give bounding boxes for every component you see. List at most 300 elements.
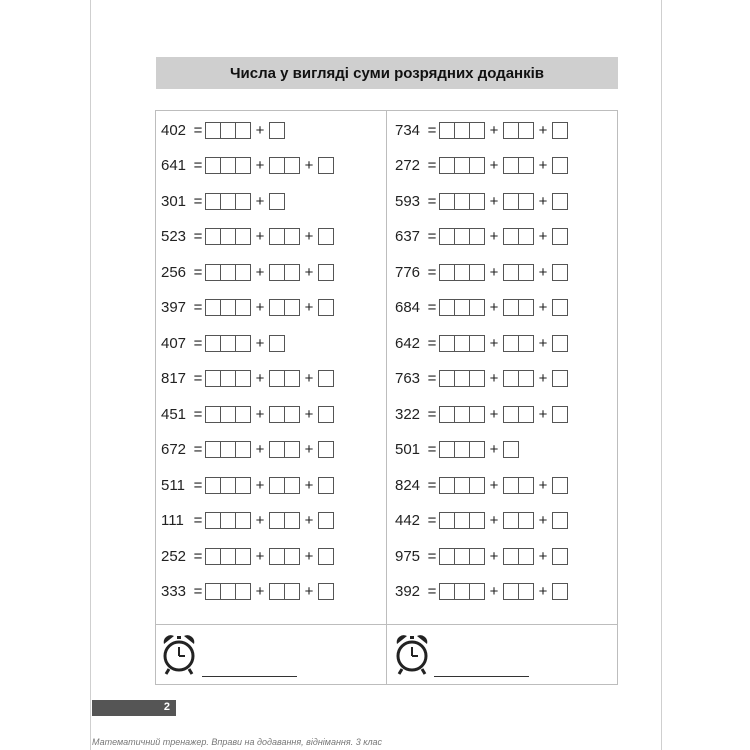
digit-answer-box[interactable]	[269, 441, 285, 458]
digit-answer-box[interactable]	[220, 477, 236, 494]
plus-sign: +	[538, 121, 548, 139]
digit-answer-box[interactable]	[439, 193, 455, 210]
digit-answer-box[interactable]	[439, 583, 455, 600]
exercise-number: 684	[395, 299, 421, 316]
exercise-number: 672	[161, 441, 187, 458]
digit-answer-box[interactable]	[552, 512, 568, 529]
equals-sign: =	[427, 228, 437, 245]
plus-sign: +	[538, 370, 548, 387]
digit-answer-box[interactable]	[552, 122, 568, 139]
digit-answer-box[interactable]	[235, 512, 251, 529]
plus-sign: +	[489, 370, 499, 387]
digit-answer-box[interactable]	[235, 370, 251, 387]
plus-sign: +	[538, 157, 548, 174]
equals-sign: =	[193, 121, 203, 139]
digit-answer-box[interactable]	[235, 441, 251, 458]
digit-answer-box[interactable]	[318, 299, 334, 316]
exercise-number: 817	[161, 370, 187, 387]
digit-answer-box[interactable]	[454, 122, 470, 139]
exercise-row	[161, 298, 334, 318]
exercise-number: 776	[395, 263, 421, 281]
digit-answer-box[interactable]	[284, 157, 300, 174]
exercise-row	[395, 475, 568, 495]
exercise-row	[161, 156, 334, 176]
digit-answer-box[interactable]	[469, 548, 485, 565]
plus-sign: +	[489, 476, 499, 494]
exercise-number: 301	[161, 192, 187, 210]
digit-answer-box[interactable]	[552, 370, 568, 387]
digit-answer-box[interactable]	[284, 583, 300, 600]
digit-answer-box[interactable]	[220, 370, 236, 387]
digit-answer-box[interactable]	[518, 512, 534, 529]
plus-sign: +	[304, 405, 314, 423]
exercise-row	[395, 440, 519, 460]
digit-answer-box[interactable]	[552, 335, 568, 352]
digit-answer-box[interactable]	[205, 370, 221, 387]
equals-sign: =	[427, 157, 437, 174]
equals-sign: =	[193, 263, 203, 281]
digit-answer-box[interactable]	[269, 370, 285, 387]
digit-answer-box[interactable]	[284, 264, 300, 281]
digit-answer-box[interactable]	[454, 512, 470, 529]
digit-answer-box[interactable]	[518, 477, 534, 494]
plus-sign: +	[489, 583, 499, 600]
equals-sign: =	[193, 192, 203, 210]
digit-answer-box[interactable]	[469, 477, 485, 494]
digit-answer-box[interactable]	[439, 406, 455, 423]
equals-sign: =	[427, 512, 437, 529]
plus-sign: +	[489, 192, 499, 210]
digit-answer-box[interactable]	[469, 157, 485, 174]
digit-answer-box[interactable]	[269, 122, 285, 139]
exercise-row	[395, 511, 568, 531]
plus-sign: +	[489, 263, 499, 281]
plus-sign: +	[538, 476, 548, 494]
digit-answer-box[interactable]	[552, 228, 568, 245]
plus-sign: +	[538, 192, 548, 210]
digit-answer-box[interactable]	[220, 193, 236, 210]
digit-answer-box[interactable]	[220, 441, 236, 458]
digit-answer-box[interactable]	[439, 335, 455, 352]
plus-sign: +	[255, 334, 265, 352]
plus-sign: +	[255, 192, 265, 210]
digit-answer-box[interactable]	[469, 299, 485, 316]
digit-answer-box[interactable]	[269, 406, 285, 423]
digit-answer-box[interactable]	[518, 264, 534, 281]
exercise-number: 442	[395, 512, 421, 529]
exercise-row	[161, 475, 334, 495]
exercise-number: 523	[161, 228, 187, 245]
plus-sign: +	[304, 476, 314, 494]
digit-answer-box[interactable]	[439, 299, 455, 316]
exercise-row	[161, 404, 334, 424]
plus-sign: +	[538, 512, 548, 529]
digit-answer-box[interactable]	[235, 548, 251, 565]
plus-sign: +	[255, 583, 265, 600]
digit-answer-box[interactable]	[205, 441, 221, 458]
digit-answer-box[interactable]	[503, 193, 519, 210]
plus-sign: +	[255, 547, 265, 565]
plus-sign: +	[255, 263, 265, 281]
digit-answer-box[interactable]	[454, 477, 470, 494]
digit-answer-box[interactable]	[439, 441, 455, 458]
digit-answer-box[interactable]	[269, 583, 285, 600]
digit-answer-box[interactable]	[503, 228, 519, 245]
digit-answer-box[interactable]	[469, 406, 485, 423]
digit-answer-box[interactable]	[518, 370, 534, 387]
digit-answer-box[interactable]	[220, 512, 236, 529]
digit-answer-box[interactable]	[318, 406, 334, 423]
digit-answer-box[interactable]	[518, 335, 534, 352]
digit-answer-box[interactable]	[269, 335, 285, 352]
digit-answer-box[interactable]	[469, 264, 485, 281]
exercise-number: 734	[395, 121, 421, 139]
equals-sign: =	[193, 583, 203, 600]
plus-sign: +	[538, 405, 548, 423]
digit-answer-box[interactable]	[269, 264, 285, 281]
plus-sign: +	[304, 299, 314, 316]
digit-answer-box[interactable]	[284, 299, 300, 316]
equals-sign: =	[193, 405, 203, 423]
digit-answer-box[interactable]	[205, 122, 221, 139]
timer-section-divider	[155, 624, 618, 625]
digit-answer-box[interactable]	[454, 157, 470, 174]
exercise-row	[395, 227, 568, 247]
exercise-number: 397	[161, 299, 187, 316]
digit-answer-box[interactable]	[220, 264, 236, 281]
digit-answer-box[interactable]	[269, 157, 285, 174]
plus-sign: +	[304, 157, 314, 174]
digit-answer-box[interactable]	[454, 406, 470, 423]
digit-answer-box[interactable]	[503, 477, 519, 494]
digit-answer-box[interactable]	[269, 299, 285, 316]
equals-sign: =	[427, 441, 437, 458]
equals-sign: =	[427, 370, 437, 387]
exercise-number: 641	[161, 157, 187, 174]
digit-answer-box[interactable]	[469, 583, 485, 600]
equals-sign: =	[193, 157, 203, 174]
digit-answer-box[interactable]	[318, 477, 334, 494]
digit-answer-box[interactable]	[235, 228, 251, 245]
digit-answer-box[interactable]	[205, 157, 221, 174]
plus-sign: +	[538, 263, 548, 281]
plus-sign: +	[489, 228, 499, 245]
exercise-row	[395, 262, 568, 282]
digit-answer-box[interactable]	[503, 122, 519, 139]
title-banner	[156, 57, 618, 89]
digit-answer-box[interactable]	[269, 512, 285, 529]
exercise-row	[395, 191, 568, 211]
plus-sign: +	[255, 512, 265, 529]
digit-answer-box[interactable]	[454, 441, 470, 458]
exercise-row	[395, 333, 568, 353]
digit-answer-box[interactable]	[284, 228, 300, 245]
time-answer-line-right[interactable]	[434, 676, 529, 677]
plus-sign: +	[304, 263, 314, 281]
digit-answer-box[interactable]	[552, 193, 568, 210]
digit-answer-box[interactable]	[220, 583, 236, 600]
digit-answer-box[interactable]	[454, 228, 470, 245]
plus-sign: +	[255, 299, 265, 316]
plus-sign: +	[489, 121, 499, 139]
digit-answer-box[interactable]	[235, 477, 251, 494]
digit-answer-box[interactable]	[235, 193, 251, 210]
digit-answer-box[interactable]	[552, 406, 568, 423]
equals-sign: =	[427, 192, 437, 210]
exercise-number: 252	[161, 547, 187, 565]
digit-answer-box[interactable]	[284, 406, 300, 423]
digit-answer-box[interactable]	[284, 512, 300, 529]
exercise-number: 272	[395, 157, 421, 174]
digit-answer-box[interactable]	[552, 548, 568, 565]
digit-answer-box[interactable]	[318, 157, 334, 174]
exercise-number: 451	[161, 405, 187, 423]
equals-sign: =	[427, 476, 437, 494]
digit-answer-box[interactable]	[469, 228, 485, 245]
exercise-number: 333	[161, 583, 187, 600]
exercise-row	[161, 262, 334, 282]
equals-sign: =	[193, 476, 203, 494]
plus-sign: +	[304, 583, 314, 600]
digit-answer-box[interactable]	[439, 264, 455, 281]
digit-answer-box[interactable]	[454, 335, 470, 352]
digit-answer-box[interactable]	[220, 406, 236, 423]
exercise-row	[161, 369, 334, 389]
plus-sign: +	[255, 228, 265, 245]
digit-answer-box[interactable]	[205, 193, 221, 210]
equals-sign: =	[193, 441, 203, 458]
digit-answer-box[interactable]	[518, 122, 534, 139]
plus-sign: +	[538, 547, 548, 565]
digit-answer-box[interactable]	[454, 193, 470, 210]
time-answer-line-left[interactable]	[202, 676, 297, 677]
digit-answer-box[interactable]	[503, 335, 519, 352]
page-number: 2	[163, 701, 170, 713]
equals-sign: =	[193, 547, 203, 565]
plus-sign: +	[255, 476, 265, 494]
digit-answer-box[interactable]	[439, 477, 455, 494]
exercise-row	[395, 298, 568, 318]
digit-answer-box[interactable]	[469, 193, 485, 210]
digit-answer-box[interactable]	[269, 228, 285, 245]
digit-answer-box[interactable]	[439, 512, 455, 529]
digit-answer-box[interactable]	[518, 193, 534, 210]
plus-sign: +	[304, 547, 314, 565]
digit-answer-box[interactable]	[284, 441, 300, 458]
exercise-row	[395, 369, 568, 389]
digit-answer-box[interactable]	[503, 157, 519, 174]
plus-sign: +	[304, 441, 314, 458]
digit-answer-box[interactable]	[318, 228, 334, 245]
digit-answer-box[interactable]	[318, 441, 334, 458]
equals-sign: =	[193, 334, 203, 352]
equals-sign: =	[193, 512, 203, 529]
exercise-row	[395, 582, 568, 602]
exercise-number: 511	[161, 476, 185, 494]
digit-answer-box[interactable]	[469, 335, 485, 352]
digit-answer-box[interactable]	[205, 406, 221, 423]
digit-answer-box[interactable]	[503, 370, 519, 387]
digit-answer-box[interactable]	[518, 583, 534, 600]
exercise-row	[161, 546, 334, 566]
equals-sign: =	[427, 121, 437, 139]
plus-sign: +	[489, 157, 499, 174]
digit-answer-box[interactable]	[318, 512, 334, 529]
plus-sign: +	[489, 547, 499, 565]
digit-answer-box[interactable]	[439, 157, 455, 174]
exercise-row	[395, 546, 568, 566]
digit-answer-box[interactable]	[235, 335, 251, 352]
digit-answer-box[interactable]	[235, 264, 251, 281]
digit-answer-box[interactable]	[205, 477, 221, 494]
digit-answer-box[interactable]	[552, 264, 568, 281]
equals-sign: =	[427, 299, 437, 316]
digit-answer-box[interactable]	[205, 583, 221, 600]
plus-sign: +	[489, 334, 499, 352]
exercise-row	[395, 404, 568, 424]
digit-answer-box[interactable]	[469, 370, 485, 387]
digit-answer-box[interactable]	[454, 583, 470, 600]
digit-answer-box[interactable]	[220, 335, 236, 352]
plus-sign: +	[255, 441, 265, 458]
exercise-row	[161, 191, 285, 211]
digit-answer-box[interactable]	[205, 228, 221, 245]
digit-answer-box[interactable]	[235, 583, 251, 600]
page-number-bar	[92, 700, 176, 716]
plus-sign: +	[538, 334, 548, 352]
digit-answer-box[interactable]	[220, 228, 236, 245]
exercise-number: 402	[161, 121, 187, 139]
digit-answer-box[interactable]	[205, 548, 221, 565]
digit-answer-box[interactable]	[235, 157, 251, 174]
digit-answer-box[interactable]	[220, 122, 236, 139]
digit-answer-box[interactable]	[205, 299, 221, 316]
plus-sign: +	[538, 583, 548, 600]
digit-answer-box[interactable]	[552, 299, 568, 316]
plus-sign: +	[304, 228, 314, 245]
digit-answer-box[interactable]	[284, 370, 300, 387]
equals-sign: =	[193, 370, 203, 387]
digit-answer-box[interactable]	[552, 477, 568, 494]
digit-answer-box[interactable]	[503, 441, 519, 458]
plus-sign: +	[489, 441, 499, 458]
digit-answer-box[interactable]	[454, 299, 470, 316]
exercise-number: 322	[395, 405, 421, 423]
digit-answer-box[interactable]	[469, 441, 485, 458]
exercise-row	[161, 440, 334, 460]
digit-answer-box[interactable]	[552, 157, 568, 174]
book-caption: Математичний тренажер. Вправи на додавання, віднімання. 3 клас	[92, 737, 383, 747]
alarm-clock-icon	[160, 632, 198, 676]
digit-answer-box[interactable]	[518, 299, 534, 316]
exercise-row	[161, 227, 334, 247]
digit-answer-box[interactable]	[318, 370, 334, 387]
equals-sign: =	[193, 299, 203, 316]
exercise-number: 501	[395, 441, 421, 458]
exercise-row	[161, 511, 334, 531]
exercise-number: 642	[395, 334, 421, 352]
digit-answer-box[interactable]	[220, 548, 236, 565]
digit-answer-box[interactable]	[269, 548, 285, 565]
plus-sign: +	[489, 299, 499, 316]
exercise-number: 763	[395, 370, 421, 387]
digit-answer-box[interactable]	[235, 406, 251, 423]
digit-answer-box[interactable]	[235, 299, 251, 316]
digit-answer-box[interactable]	[503, 548, 519, 565]
plus-sign: +	[255, 121, 265, 139]
plus-sign: +	[538, 299, 548, 316]
digit-answer-box[interactable]	[454, 548, 470, 565]
equals-sign: =	[427, 583, 437, 600]
digit-answer-box[interactable]	[318, 264, 334, 281]
digit-answer-box[interactable]	[469, 122, 485, 139]
digit-answer-box[interactable]	[503, 264, 519, 281]
exercise-number: 637	[395, 228, 421, 245]
plus-sign: +	[538, 228, 548, 245]
digit-answer-box[interactable]	[439, 548, 455, 565]
digit-answer-box[interactable]	[205, 264, 221, 281]
digit-answer-box[interactable]	[552, 583, 568, 600]
digit-answer-box[interactable]	[439, 122, 455, 139]
digit-answer-box[interactable]	[518, 157, 534, 174]
digit-answer-box[interactable]	[454, 370, 470, 387]
plus-sign: +	[255, 370, 265, 387]
digit-answer-box[interactable]	[518, 548, 534, 565]
plus-sign: +	[489, 405, 499, 423]
digit-answer-box[interactable]	[269, 193, 285, 210]
digit-answer-box[interactable]	[318, 548, 334, 565]
digit-answer-box[interactable]	[439, 228, 455, 245]
digit-answer-box[interactable]	[454, 264, 470, 281]
digit-answer-box[interactable]	[235, 122, 251, 139]
digit-answer-box[interactable]	[284, 477, 300, 494]
plus-sign: +	[304, 512, 314, 529]
digit-answer-box[interactable]	[284, 548, 300, 565]
digit-answer-box[interactable]	[205, 335, 221, 352]
digit-answer-box[interactable]	[503, 583, 519, 600]
digit-answer-box[interactable]	[518, 406, 534, 423]
digit-answer-box[interactable]	[205, 512, 221, 529]
digit-answer-box[interactable]	[503, 299, 519, 316]
exercise-row	[161, 582, 334, 602]
page-title: Числа у вигляді суми розрядних доданків	[230, 64, 544, 82]
equals-sign: =	[193, 228, 203, 245]
plus-sign: +	[304, 370, 314, 387]
column-divider	[386, 110, 387, 685]
equals-sign: =	[427, 547, 437, 565]
digit-answer-box[interactable]	[318, 583, 334, 600]
digit-answer-box[interactable]	[220, 299, 236, 316]
digit-answer-box[interactable]	[503, 512, 519, 529]
digit-answer-box[interactable]	[220, 157, 236, 174]
exercise-number: 392	[395, 583, 421, 600]
exercise-number: 824	[395, 476, 421, 494]
digit-answer-box[interactable]	[469, 512, 485, 529]
alarm-clock-icon	[393, 632, 431, 676]
digit-answer-box[interactable]	[518, 228, 534, 245]
plus-sign: +	[255, 405, 265, 423]
digit-answer-box[interactable]	[503, 406, 519, 423]
equals-sign: =	[427, 263, 437, 281]
exercise-number: 256	[161, 263, 187, 281]
equals-sign: =	[427, 405, 437, 423]
exercise-row	[395, 120, 568, 140]
plus-sign: +	[255, 157, 265, 174]
exercise-number: 111	[161, 512, 184, 529]
digit-answer-box[interactable]	[269, 477, 285, 494]
digit-answer-box[interactable]	[439, 370, 455, 387]
exercise-row	[161, 120, 285, 140]
